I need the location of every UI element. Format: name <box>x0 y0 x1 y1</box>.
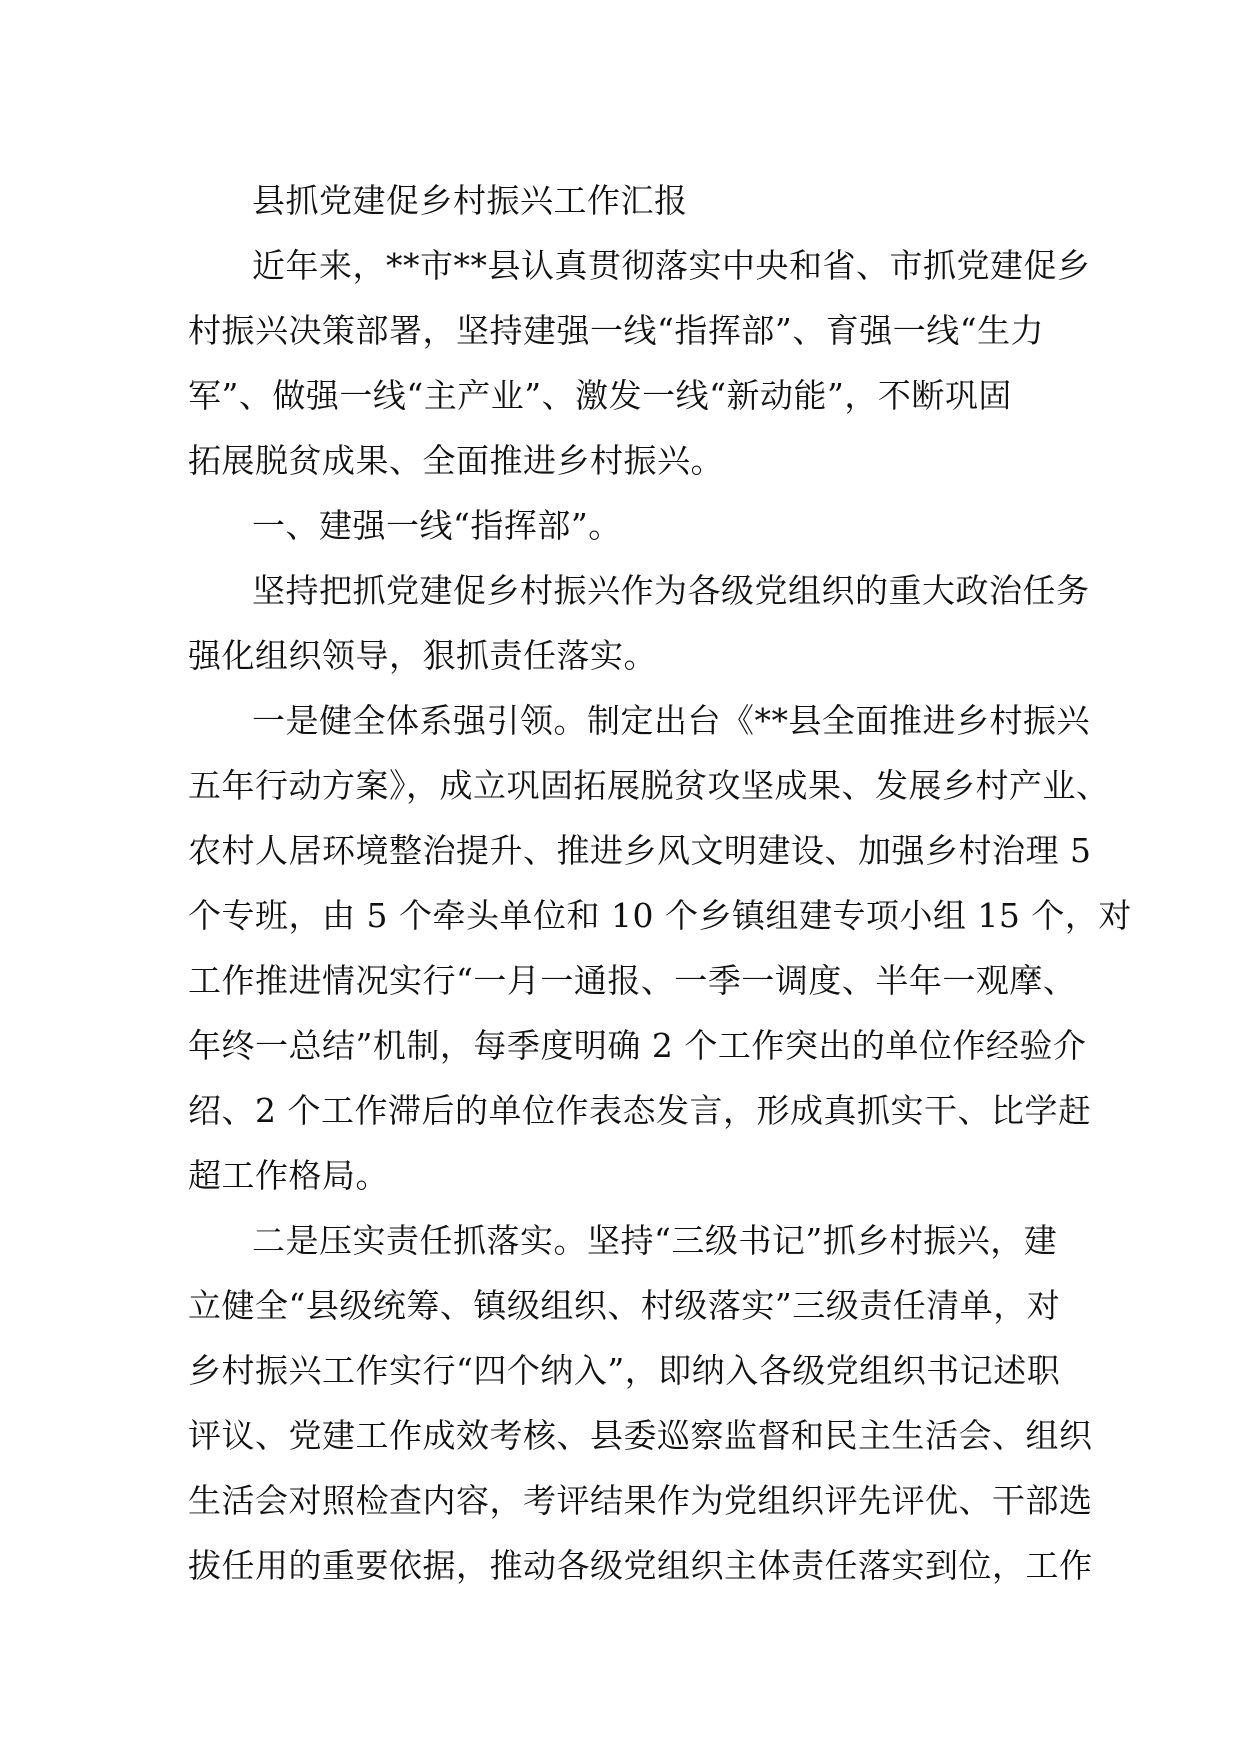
paragraph-line: 年终一总结”机制，每季度明确 2 个工作突出的单位作经验介 <box>188 1026 1087 1065</box>
paragraph-line: 村振兴决策部署，坚持建强一线“指挥部”、育强一线“生力 <box>188 311 1045 350</box>
section-lead-paragraph <box>188 558 1090 688</box>
point-one-paragraph <box>188 688 1132 1208</box>
section-heading: 一、建强一线“指挥部”。 <box>252 506 622 545</box>
point-two-paragraph <box>188 1208 1093 1598</box>
paragraph-line: 拓展脱贫成果、全面推进乡村振兴。 <box>188 441 724 480</box>
document-title: 县抓党建促乡村振兴工作汇报 <box>252 181 688 220</box>
paragraph-line: 军”、做强一线“主产业”、激发一线“新动能”，不断巩固 <box>188 376 1012 415</box>
paragraph-line: 五年行动方案》，成立巩固拓展脱贫攻坚成果、发展乡村产业、 <box>188 766 1110 805</box>
intro-paragraph <box>188 233 1091 493</box>
document-body <box>188 168 1132 1598</box>
paragraph-line: 工作推进情况实行“一月一通报、一季一调度、半年一观摩、 <box>188 961 1077 1000</box>
paragraph-line: 农村人居环境整治提升、推进乡风文明建设、加强乡村治理 5 <box>188 831 1092 870</box>
paragraph-line: 绍、2 个工作滞后的单位作表态发言，形成真抓实干、比学赶 <box>188 1091 1092 1130</box>
paragraph-line: 坚持把抓党建促乡村振兴作为各级党组织的重大政治任务 <box>252 571 1090 610</box>
paragraph-line: 拔任用的重要依据，推动各级党组织主体责任落实到位，工作 <box>188 1546 1093 1585</box>
paragraph-line: 乡村振兴工作实行“四个纳入”，即纳入各级党组织书记述职 <box>188 1351 1061 1390</box>
paragraph-line: 近年来，**市**县认真贯彻落实中央和省、市抓党建促乡 <box>252 246 1091 285</box>
paragraph-line: 个专班，由 5 个牵头单位和 10 个乡镇组建专项小组 15 个，对 <box>188 896 1132 935</box>
paragraph-line: 超工作格局。 <box>188 1156 389 1195</box>
paragraph-line: 立健全“县级统筹、镇级组织、村级落实”三级责任清单，对 <box>188 1286 1061 1325</box>
paragraph-line: 生活会对照检查内容，考评结果作为党组织评先评优、干部选 <box>188 1481 1093 1520</box>
paragraph-line: 一是健全体系强引领。制定出台《**县全面推进乡村振兴 <box>252 701 1090 740</box>
paragraph-line: 二是压实责任抓落实。坚持“三级书记”抓乡村振兴，建 <box>252 1221 1058 1260</box>
paragraph-line: 强化组织领导，狠抓责任落实。 <box>188 636 657 675</box>
paragraph-line: 评议、党建工作成效考核、县委巡察监督和民主生活会、组织 <box>188 1416 1093 1455</box>
